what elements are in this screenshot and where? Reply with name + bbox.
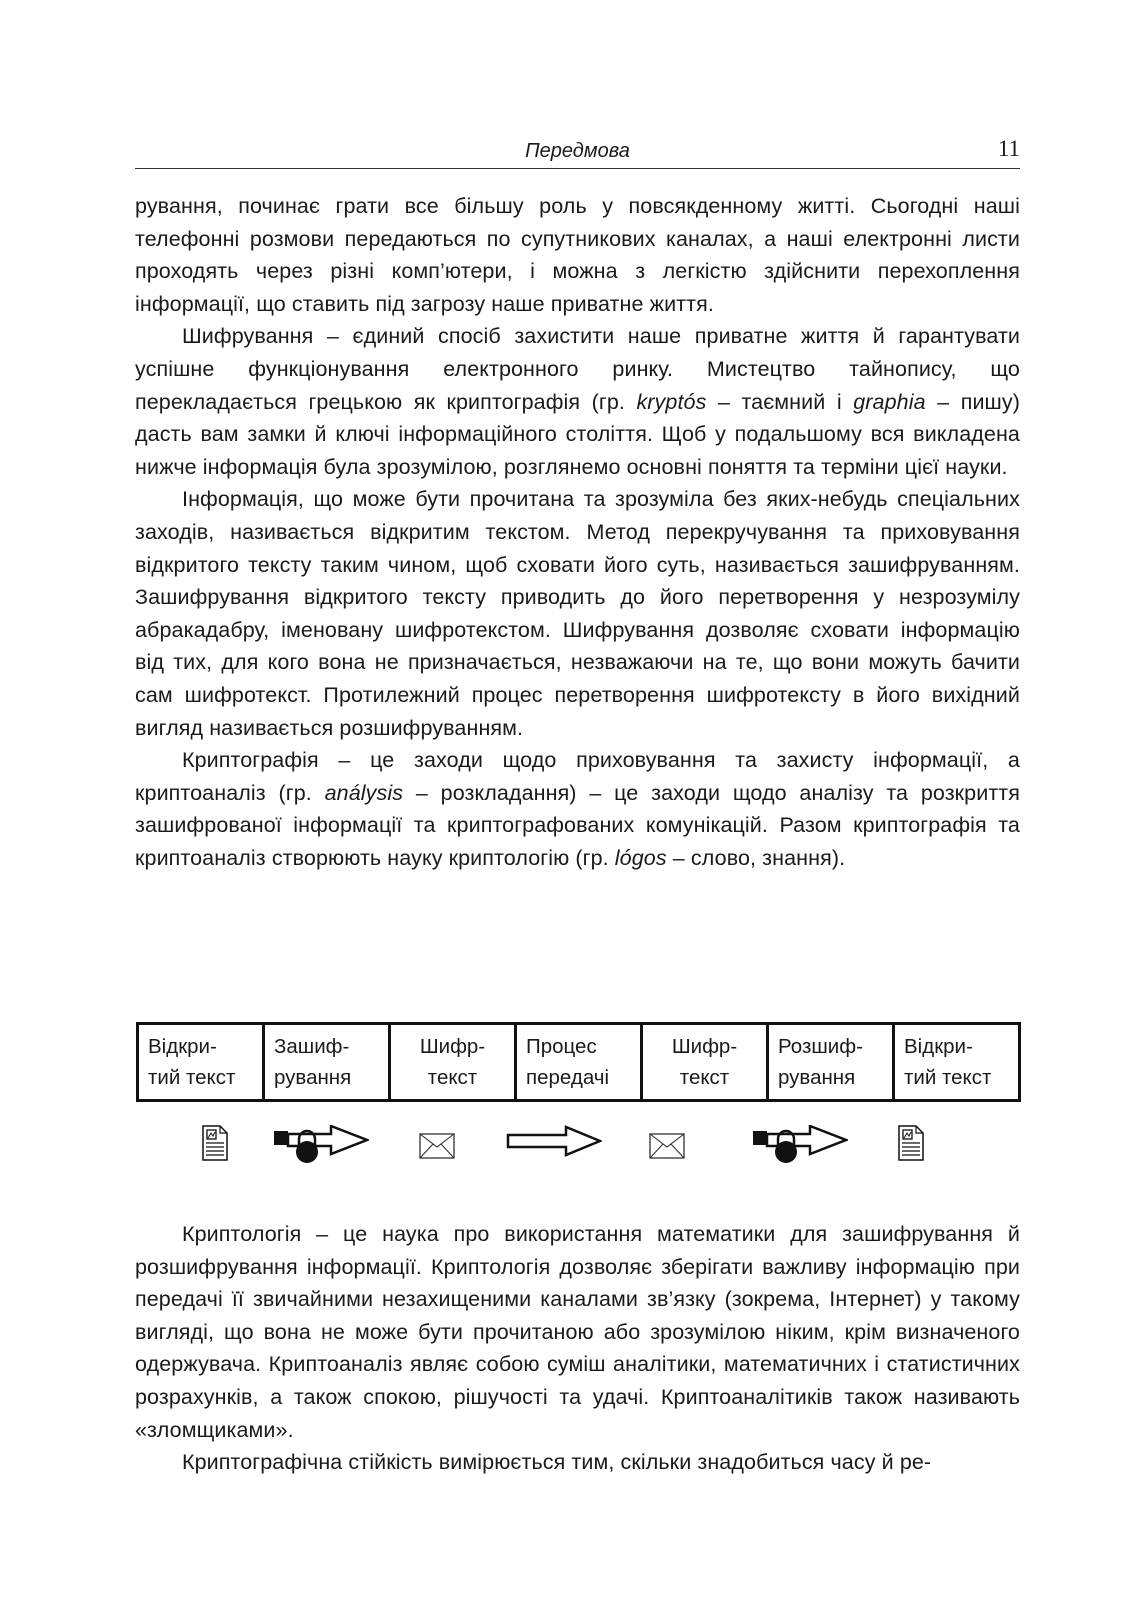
arrow-icon <box>506 1125 602 1159</box>
page-number: 11 <box>997 136 1020 161</box>
paragraph: Шифрування – єдиний спосіб захистити наше приватне життя й гарантувати успішне функціонування електронного ринку. Мистецтво тайнопису, що перекладається грецькою як криптографія (гр. kryptós – таємний і graphia – пишу) дасть вам замки й ключі інформаційного століття. Щоб у подальшому вся викладена нижче інформація була зрозумілою, розглянемо основні поняття та терміни цієї науки. <box>135 324 1021 479</box>
lock-arrow-icon <box>752 1125 848 1165</box>
crypto-flow-table <box>136 1022 1021 1102</box>
lock-arrow-icon <box>273 1125 369 1165</box>
paragraph: Криптологія – це наука про використання математики для зашифрування й розшифрування інформації. Криптологія дозволяє зберігати важливу інформацію при передачі її звичайними незахищеними каналами зв’язку (зокрема, Інтернет) у такому вигляді, що вона не може бути прочитаною або зрозумілою ніким, крім визначеного одержувача. Криптоаналіз являє собою суміш аналітики, математичних і статистичних розрахунків, а також спокою, рішучості та удачі. Криптоаналітиків також називають «зломщиками». <box>135 1222 1020 1442</box>
paragraph: рування, починає грати все більшу роль у повсякденному житті. Сьогодні наші телефонні розмови передаються по супутникових каналах, а наші електронні листи проходять через різні комп’ютери, і можна з легкістю здійснити перехоплення інформації, що ставить під загрозу наше приватне життя. <box>135 194 1020 316</box>
document-icon <box>898 1125 924 1161</box>
flow-cell-ciphertext: Шифр- текст <box>390 1024 516 1101</box>
document-icon <box>202 1125 228 1161</box>
body-text-top <box>135 190 1020 874</box>
flow-cell-transmission: Процес передачі <box>516 1024 642 1101</box>
page-header <box>135 130 1020 169</box>
paragraph: Криптографія – це заходи щодо приховування та захисту інформації, а криптоаналіз (гр. análysis – розкладання) – це заходи щодо аналізу та розкриття зашифрованої інформації та криптографованих комунікацій. Разом криптографія та криптоаналіз створюють науку криптологію (гр. lógos – слово, знання). <box>135 748 1020 870</box>
paragraph: Криптографічна стійкість вимірюється тим, скільки знадобиться часу й ре- <box>182 1450 932 1475</box>
flow-cell-decryption: Розшиф- рування <box>768 1024 894 1101</box>
flow-cell-plaintext: Відкри- тий текст <box>138 1024 264 1101</box>
crypto-flow-icons <box>136 1125 1021 1175</box>
envelope-icon <box>419 1133 455 1159</box>
flow-cell-encryption: Зашиф- рування <box>264 1024 390 1101</box>
envelope-icon <box>649 1133 685 1159</box>
running-title: Передмова <box>525 140 630 162</box>
paragraph: Інформація, що може бути прочитана та зрозуміла без яких-небудь спеціальних заходів, називається відкритим текстом. Метод перекручування та приховування відкритого тексту таким чином, щоб сховати його суть, називається зашифруванням. Зашифрування відкритого тексту приводить до його перетворення у незрозумілу абракадабру, іменовану шифротекстом. Шифрування дозволяє сховати інформацію від тих, для кого вона не призначається, незважаючи на те, що вони можуть бачити сам шифротекст. Протилежний процес перетворення шифротексту в його вихідний вигляд називається розшифруванням. <box>135 487 1020 740</box>
flow-cell-plaintext: Відкри- тий текст <box>894 1024 1020 1101</box>
body-text-bottom <box>135 1218 1020 1479</box>
flow-cell-ciphertext: Шифр- текст <box>642 1024 768 1101</box>
